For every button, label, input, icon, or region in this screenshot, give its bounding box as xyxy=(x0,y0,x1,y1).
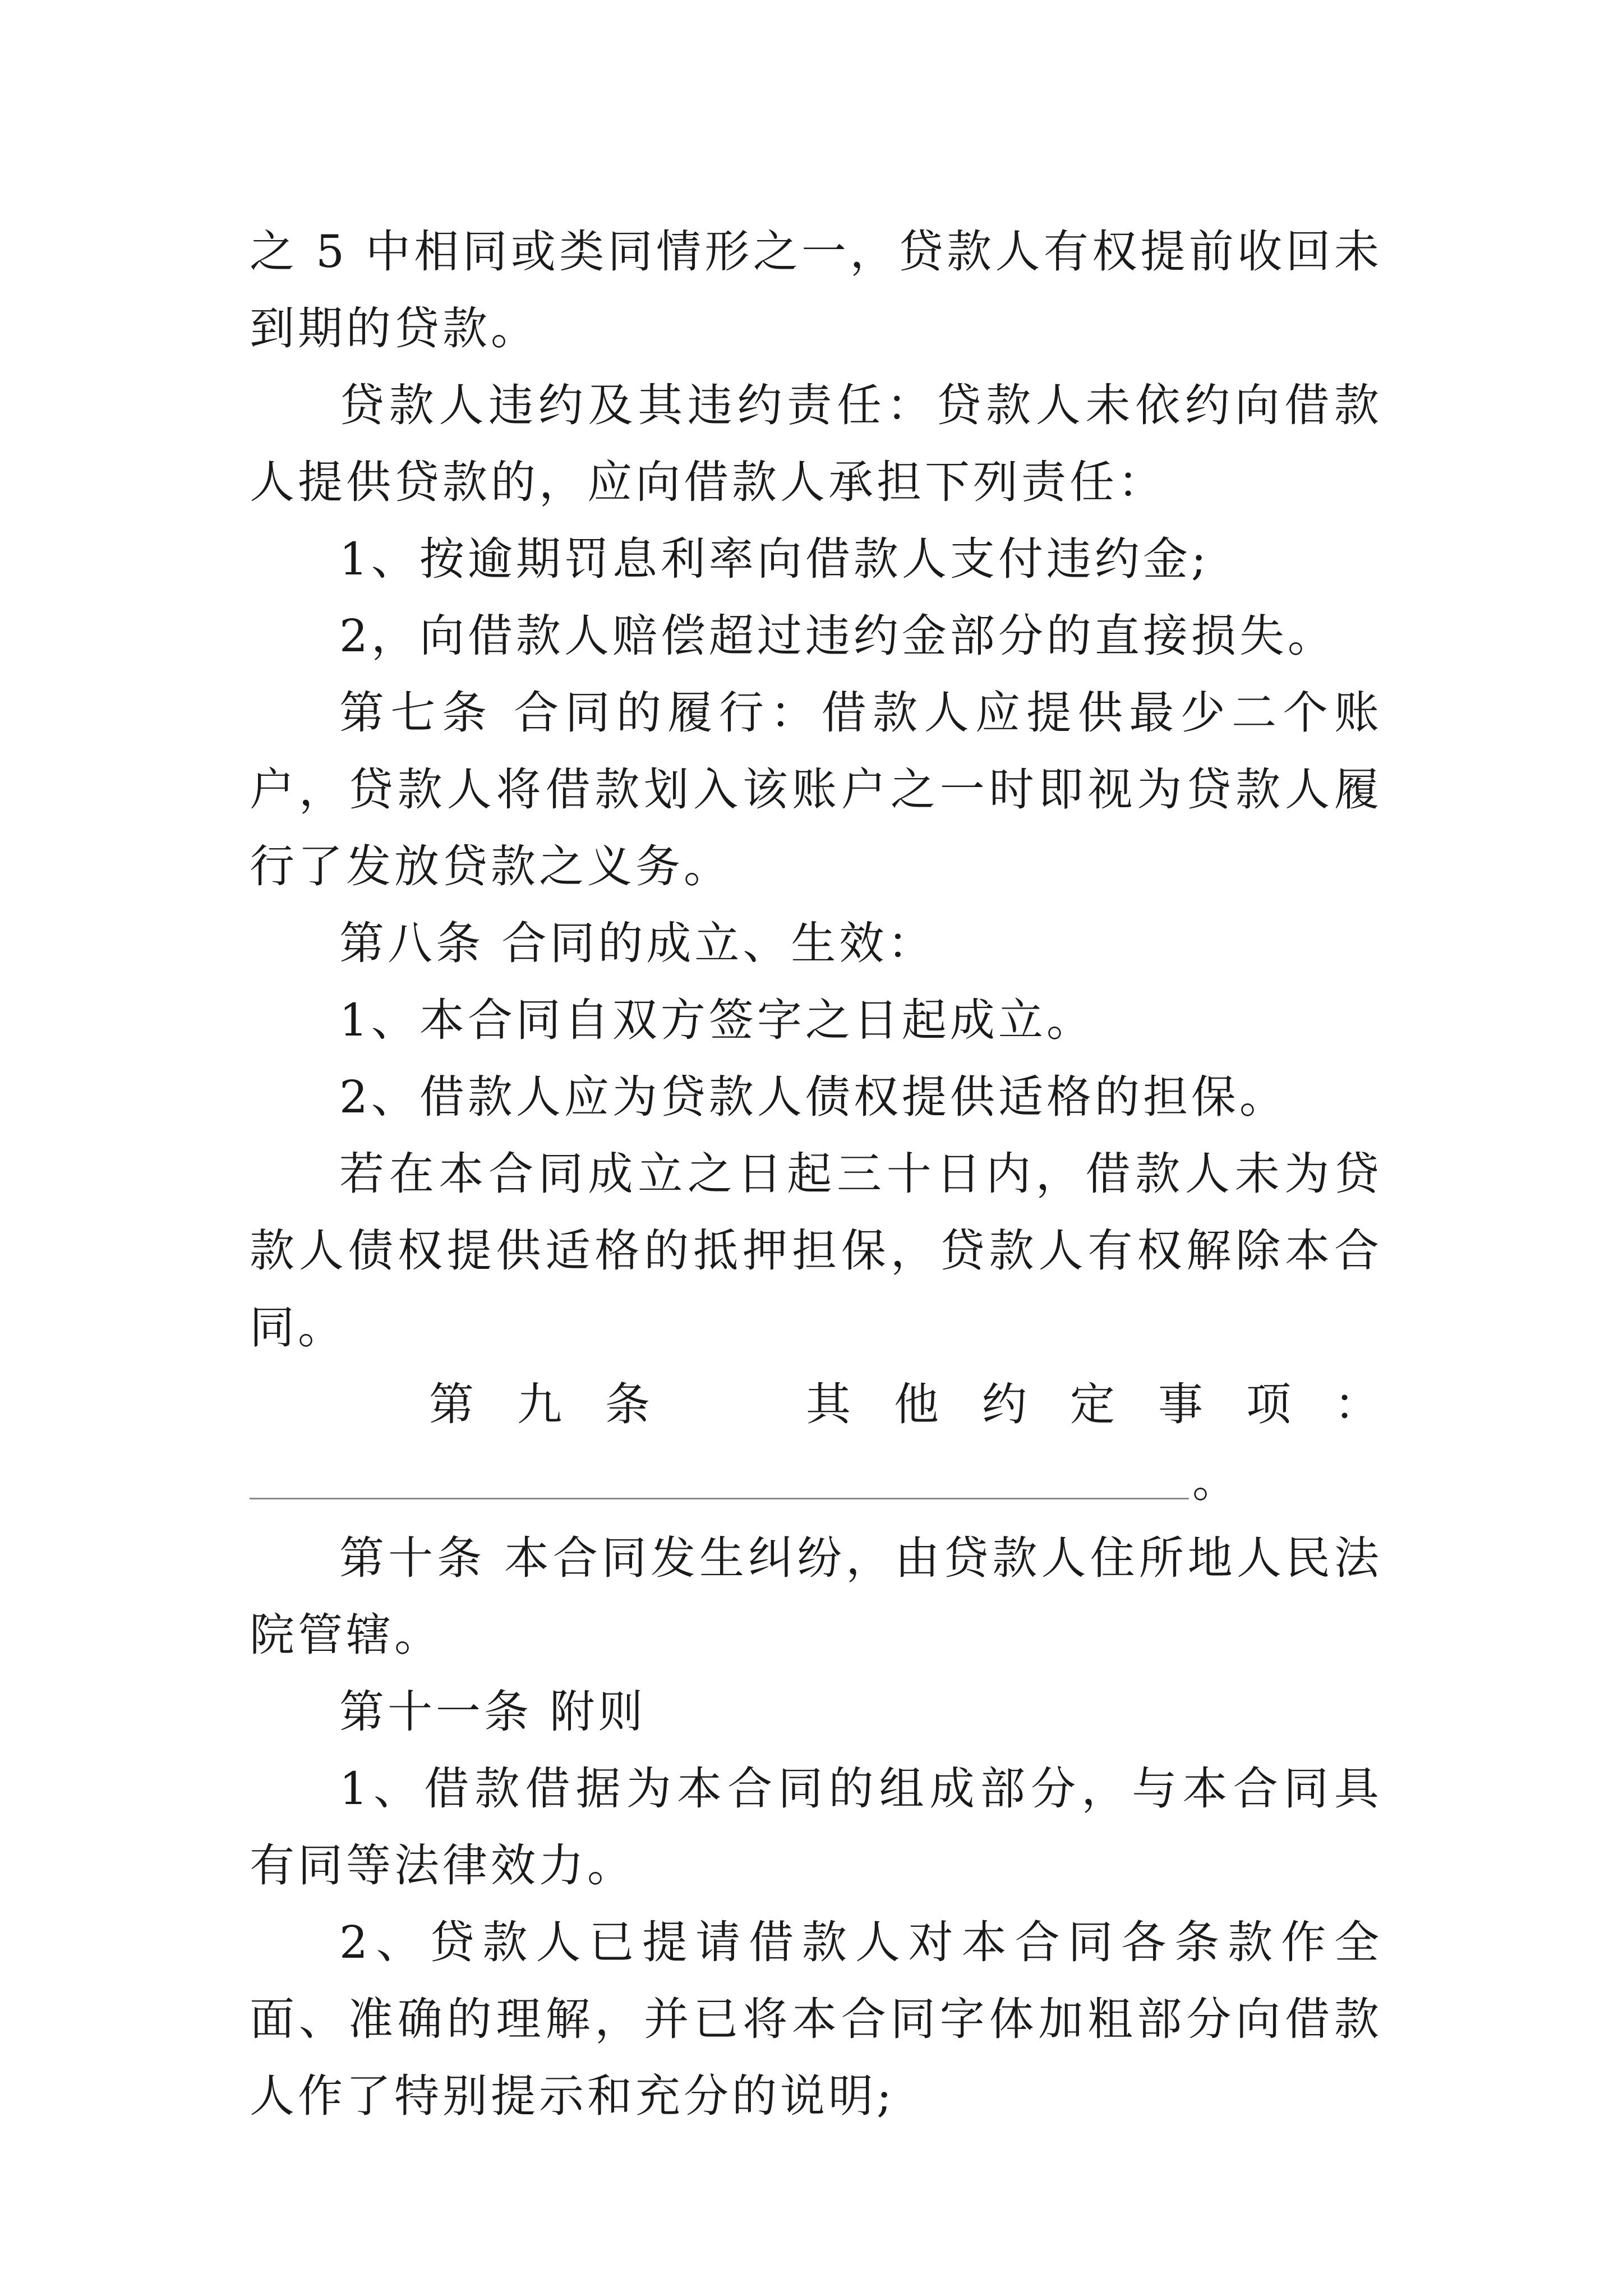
article-9-char: 其 xyxy=(806,1378,854,1430)
article-9-char: 约 xyxy=(982,1378,1030,1430)
paragraph-liability-2: 2，向借款人赔偿超过违约金部分的直接损失。 xyxy=(339,610,1336,662)
article-9-char: 九 xyxy=(517,1378,565,1430)
article-9-char: 项 xyxy=(1246,1378,1294,1430)
paragraph-early-repayment: 之 5 中相同或类同情形之一，贷款人有权提前收回未到期的贷款。 xyxy=(250,226,1382,355)
article-9-char: 定 xyxy=(1070,1378,1118,1430)
paragraph-article-8-item-1: 1、本合同自双方签字之日起成立。 xyxy=(339,994,1095,1046)
article-9-char: 事 xyxy=(1158,1378,1206,1430)
paragraph-article-11: 第十一条 附则 xyxy=(339,1686,647,1738)
paragraph-article-7: 第七条 合同的履行：借款人应提供最少二个账户，贷款人将借款划入该账户之一时即视为贷款人履行了发放贷款之义务。 xyxy=(250,687,1382,892)
article-9-char: 条 xyxy=(605,1378,653,1430)
paragraph-article-8-item-2: 2、借款人应为贷款人债权提供适格的担保。 xyxy=(339,1071,1288,1123)
paragraph-article-10: 第十条 本合同发生纠纷，由贷款人住所地人民法院管辖。 xyxy=(250,1532,1382,1661)
paragraph-liability-1: 1、按逾期罚息利率向借款人支付违约金; xyxy=(339,533,1210,585)
article-9-char: 第 xyxy=(429,1378,477,1430)
paragraph-article-11-item-1: 1、借款借据为本合同的组成部分，与本合同具有同等法律效力。 xyxy=(250,1763,1382,1892)
article-9-char: 他 xyxy=(894,1378,942,1430)
article-9-fill-line xyxy=(250,1443,1382,1520)
paragraph-lender-breach: 贷款人违约及其违约责任：贷款人未依约向借款人提供贷款的，应向借款人承担下列责任： xyxy=(250,379,1382,508)
paragraph-article-8: 第八条 合同的成立、生效： xyxy=(339,917,936,969)
fill-in-blank[interactable] xyxy=(250,1498,1189,1499)
paragraph-article-11-item-2: 2、贷款人已提请借款人对本合同各条款作全面、准确的理解，并已将本合同字体加粗部分向借款人作了特别提示和充分的说明; xyxy=(250,1916,1382,2122)
document-body xyxy=(250,213,1382,2134)
article-9-gap xyxy=(693,1366,766,1443)
article-9-heading xyxy=(250,1366,1382,1443)
paragraph-rescission: 若在本合同成立之日起三十日内，借款人未为贷款人债权提供适格的抵押担保，贷款人有权解除本合同。 xyxy=(250,1148,1382,1354)
article-9-char: ： xyxy=(1334,1378,1382,1430)
blank-end-mark: 。 xyxy=(1192,1455,1241,1507)
